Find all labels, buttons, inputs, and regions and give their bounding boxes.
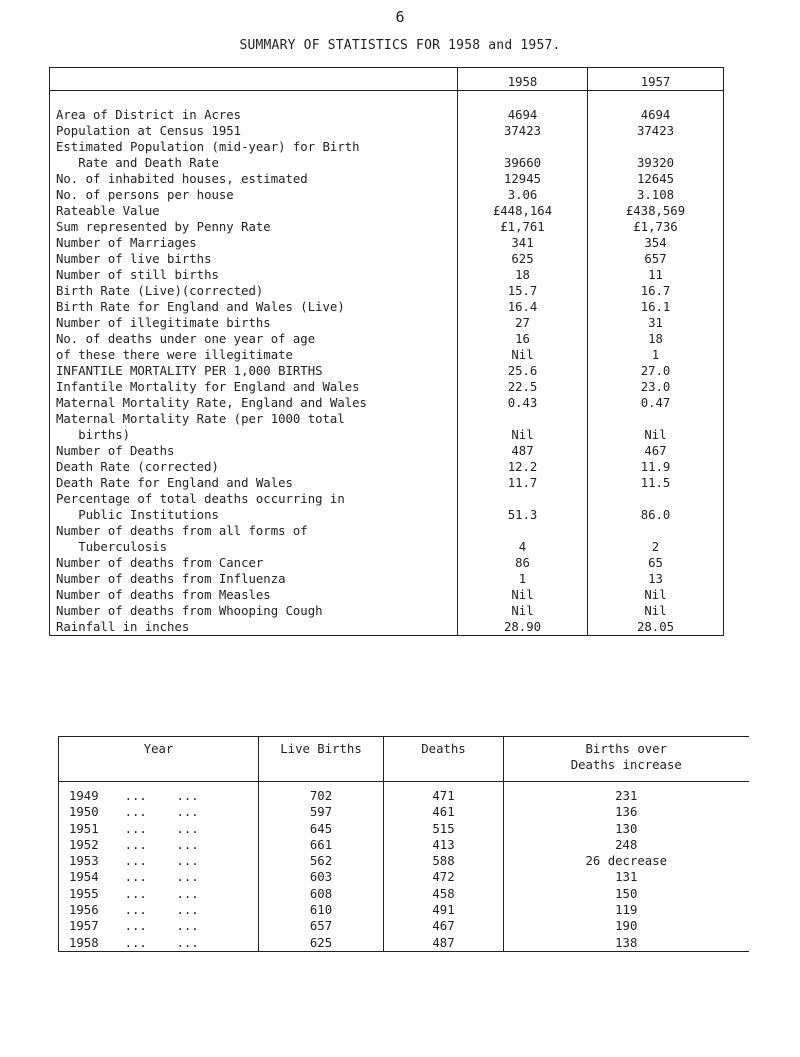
stat-value-1958: Nil bbox=[458, 587, 588, 603]
deaths-cell: 472 bbox=[384, 869, 504, 885]
stat-value-1958: £448,164 bbox=[458, 203, 588, 219]
year-row bbox=[59, 782, 749, 805]
deaths-cell: 471 bbox=[384, 782, 504, 805]
year-value: 1955 bbox=[69, 886, 99, 901]
stat-row bbox=[50, 507, 724, 523]
increase-cell: 130 bbox=[615, 821, 638, 836]
stat-label: Rate and Death Rate bbox=[50, 155, 458, 171]
year-cell bbox=[59, 782, 259, 805]
year-cell bbox=[59, 837, 259, 853]
year-value: 1949 bbox=[69, 789, 99, 803]
increase-cell: 136 bbox=[615, 805, 638, 820]
stat-label: Number of live births bbox=[50, 251, 458, 267]
stat-value-1958: 11.7 bbox=[458, 475, 588, 491]
stat-label: births) bbox=[50, 427, 458, 443]
stat-row bbox=[50, 395, 724, 411]
stat-value-1957: 16.1 bbox=[640, 300, 671, 314]
stat-row bbox=[50, 411, 724, 427]
stat-label: Number of deaths from Measles bbox=[50, 587, 458, 603]
stat-value-1957 bbox=[588, 523, 724, 539]
stat-label: Area of District in Acres bbox=[50, 107, 458, 123]
year-cell bbox=[59, 935, 259, 952]
deaths-cell: 413 bbox=[384, 837, 504, 853]
stat-label: Birth Rate (Live)(corrected) bbox=[50, 283, 458, 299]
stat-value-1958: 15.7 bbox=[458, 283, 588, 299]
year-row bbox=[59, 918, 749, 934]
year-cell bbox=[59, 821, 259, 837]
year-cell bbox=[59, 918, 259, 934]
stat-row bbox=[50, 603, 724, 619]
header-births-over-line1: Births over bbox=[585, 742, 667, 756]
year-row bbox=[59, 935, 749, 952]
year-value: 1958 bbox=[69, 935, 99, 950]
year-body bbox=[59, 782, 749, 952]
stat-label: Number of deaths from Influenza bbox=[50, 571, 458, 587]
stat-value-1958: Nil bbox=[458, 427, 588, 443]
stat-label: Rainfall in inches bbox=[50, 619, 458, 636]
live-births-cell: 603 bbox=[259, 869, 384, 885]
live-births-cell: 608 bbox=[259, 886, 384, 902]
live-births-cell: 625 bbox=[259, 935, 384, 952]
stat-row bbox=[50, 299, 724, 315]
live-births-cell: 597 bbox=[259, 804, 384, 820]
stat-value-1957: 18 bbox=[648, 332, 663, 346]
stat-value-1957: 2 bbox=[651, 540, 660, 554]
stat-row bbox=[50, 491, 724, 507]
stat-value-1957: 467 bbox=[644, 444, 667, 458]
stat-value-1957: Nil bbox=[644, 428, 667, 442]
stat-row bbox=[50, 203, 724, 219]
stat-value-1958: 487 bbox=[458, 443, 588, 459]
stat-row bbox=[50, 267, 724, 283]
summary-body bbox=[50, 91, 724, 636]
year-leader-dots: ... ... bbox=[124, 903, 199, 918]
increase-cell: 150 bbox=[615, 886, 638, 901]
year-row bbox=[59, 821, 749, 837]
stat-value-1958: 1 bbox=[458, 571, 588, 587]
year-value: 1951 bbox=[69, 821, 99, 836]
stat-label: Number of deaths from all forms of bbox=[50, 523, 458, 539]
stat-value-1958: 28.90 bbox=[458, 619, 588, 636]
stat-row bbox=[50, 251, 724, 267]
stat-label: Maternal Mortality Rate (per 1000 total bbox=[50, 411, 458, 427]
year-row bbox=[59, 886, 749, 902]
increase-cell: 26 decrease bbox=[585, 854, 667, 869]
stat-row bbox=[50, 283, 724, 299]
stat-label: INFANTILE MORTALITY PER 1,000 BIRTHS bbox=[50, 363, 458, 379]
live-births-cell: 645 bbox=[259, 821, 384, 837]
stat-label: Number of still births bbox=[50, 267, 458, 283]
year-leader-dots: ... ... bbox=[124, 886, 199, 901]
year-row bbox=[59, 902, 749, 918]
stat-value-1957: 1 bbox=[651, 348, 660, 362]
stat-value-1958: 27 bbox=[458, 315, 588, 331]
year-leader-dots: ... ... bbox=[124, 821, 199, 836]
year-leader-dots: ... ... bbox=[124, 837, 199, 852]
year-leader-dots: ... ... bbox=[124, 870, 199, 885]
stat-value-1958: 625 bbox=[458, 251, 588, 267]
stat-value-1958: 16 bbox=[458, 331, 588, 347]
stat-value-1958: 12945 bbox=[458, 171, 588, 187]
stat-value-1958: 86 bbox=[458, 555, 588, 571]
stat-value-1958: 22.5 bbox=[458, 379, 588, 395]
stat-row bbox=[50, 107, 724, 123]
deaths-cell: 458 bbox=[384, 886, 504, 902]
stat-label: No. of deaths under one year of age bbox=[50, 331, 458, 347]
deaths-cell: 467 bbox=[384, 918, 504, 934]
stat-value-1958: 25.6 bbox=[458, 363, 588, 379]
stat-value-1957: 11.5 bbox=[640, 476, 671, 490]
stat-value-1958: 3.06 bbox=[458, 187, 588, 203]
stat-value-1957: 39320 bbox=[636, 156, 675, 170]
stat-row bbox=[50, 347, 724, 363]
year-cell bbox=[59, 853, 259, 869]
header-1957: 1957 bbox=[588, 68, 724, 91]
spacer-row bbox=[50, 91, 724, 108]
stat-value-1958: 4 bbox=[458, 539, 588, 555]
header-1958: 1958 bbox=[458, 68, 588, 91]
stat-value-1957: 28.05 bbox=[636, 620, 675, 634]
stat-value-1958: 16.4 bbox=[458, 299, 588, 315]
deaths-cell: 487 bbox=[384, 935, 504, 952]
stat-value-1957: 37423 bbox=[636, 124, 675, 138]
stat-value-1958: 39660 bbox=[458, 155, 588, 171]
year-value: 1952 bbox=[69, 837, 99, 852]
stat-row bbox=[50, 427, 724, 443]
stat-value-1957 bbox=[588, 491, 724, 507]
header-births-over-line2: Deaths increase bbox=[570, 758, 682, 773]
stat-value-1957: 4694 bbox=[640, 108, 671, 122]
year-row bbox=[59, 869, 749, 885]
year-leader-dots: ... ... bbox=[124, 805, 199, 820]
stat-label: Tuberculosis bbox=[50, 539, 458, 555]
live-births-cell: 657 bbox=[259, 918, 384, 934]
year-cell bbox=[59, 804, 259, 820]
year-leader-dots: ... ... bbox=[124, 854, 199, 869]
year-value: 1950 bbox=[69, 805, 99, 820]
year-cell bbox=[59, 886, 259, 902]
stat-row bbox=[50, 219, 724, 235]
stat-row bbox=[50, 171, 724, 187]
year-value: 1954 bbox=[69, 870, 99, 885]
stat-value-1957: 11 bbox=[648, 268, 663, 282]
stat-label: of these there were illegitimate bbox=[50, 347, 458, 363]
stat-label: Birth Rate for England and Wales (Live) bbox=[50, 299, 458, 315]
stat-value-1958: Nil bbox=[458, 347, 588, 363]
live-births-cell: 610 bbox=[259, 902, 384, 918]
stat-value-1957 bbox=[588, 411, 724, 427]
increase-cell: 190 bbox=[615, 919, 638, 934]
stat-value-1957: 13 bbox=[648, 572, 663, 586]
stat-label: No. of inhabited houses, estimated bbox=[50, 171, 458, 187]
stat-value-1958: 12.2 bbox=[458, 459, 588, 475]
year-value: 1953 bbox=[69, 854, 99, 869]
stat-row bbox=[50, 539, 724, 555]
stat-value-1958 bbox=[458, 523, 588, 539]
increase-cell: 248 bbox=[615, 837, 638, 852]
increase-cell: 119 bbox=[615, 903, 638, 918]
stat-row bbox=[50, 443, 724, 459]
stat-row bbox=[50, 523, 724, 539]
summary-statistics-table bbox=[49, 67, 724, 636]
year-row bbox=[59, 804, 749, 820]
stat-value-1957 bbox=[588, 139, 724, 155]
year-cell bbox=[59, 869, 259, 885]
stat-row bbox=[50, 459, 724, 475]
stat-value-1957: £1,736 bbox=[633, 220, 678, 234]
year-row bbox=[59, 837, 749, 853]
year-leader-dots: ... ... bbox=[124, 919, 199, 934]
stat-row bbox=[50, 475, 724, 491]
year-header-row bbox=[59, 737, 749, 782]
page-title: SUMMARY OF STATISTICS FOR 1958 and 1957. bbox=[239, 38, 561, 53]
deaths-cell: 491 bbox=[384, 902, 504, 918]
stat-row bbox=[50, 587, 724, 603]
stat-value-1958 bbox=[458, 411, 588, 427]
stat-value-1957: 86.0 bbox=[640, 508, 671, 522]
stat-label: Percentage of total deaths occurring in bbox=[50, 491, 458, 507]
stat-label: Maternal Mortality Rate, England and Wales bbox=[50, 395, 458, 411]
stat-row bbox=[50, 619, 724, 636]
stat-value-1957: Nil bbox=[644, 588, 667, 602]
header-deaths: Deaths bbox=[384, 737, 504, 782]
stat-value-1957: £438,569 bbox=[625, 204, 686, 218]
stat-label: Number of illegitimate births bbox=[50, 315, 458, 331]
year-row bbox=[59, 853, 749, 869]
stat-row bbox=[50, 315, 724, 331]
year-value: 1957 bbox=[69, 919, 99, 934]
year-cell bbox=[59, 902, 259, 918]
stat-value-1957: 31 bbox=[648, 316, 663, 330]
stat-label: Number of deaths from Cancer bbox=[50, 555, 458, 571]
stat-value-1958: £1,761 bbox=[458, 219, 588, 235]
stat-label: Number of Marriages bbox=[50, 235, 458, 251]
stat-row bbox=[50, 571, 724, 587]
deaths-cell: 461 bbox=[384, 804, 504, 820]
stat-label: Number of Deaths bbox=[50, 443, 458, 459]
live-births-cell: 562 bbox=[259, 853, 384, 869]
stat-value-1957: 27.0 bbox=[640, 364, 671, 378]
stat-value-1957: 657 bbox=[644, 252, 667, 266]
stat-value-1958: 37423 bbox=[458, 123, 588, 139]
increase-cell: 131 bbox=[615, 870, 638, 885]
stat-value-1957: 65 bbox=[648, 556, 663, 570]
stat-label: Rateable Value bbox=[50, 203, 458, 219]
stat-label: No. of persons per house bbox=[50, 187, 458, 203]
stat-label: Infantile Mortality for England and Wales bbox=[50, 379, 458, 395]
stat-value-1957: 3.108 bbox=[636, 188, 675, 202]
summary-header-row bbox=[50, 68, 724, 91]
stat-label: Population at Census 1951 bbox=[50, 123, 458, 139]
stat-value-1957: 0.47 bbox=[640, 396, 671, 410]
increase-cell: 138 bbox=[615, 935, 638, 950]
stat-value-1958: 51.3 bbox=[458, 507, 588, 523]
stat-value-1957: 23.0 bbox=[640, 380, 671, 394]
stat-label: Sum represented by Penny Rate bbox=[50, 219, 458, 235]
year-value: 1956 bbox=[69, 903, 99, 918]
stat-value-1958: 18 bbox=[458, 267, 588, 283]
stat-row bbox=[50, 363, 724, 379]
stat-label: Number of deaths from Whooping Cough bbox=[50, 603, 458, 619]
yearly-births-deaths-table bbox=[58, 736, 749, 952]
stat-row bbox=[50, 235, 724, 251]
stat-label: Death Rate for England and Wales bbox=[50, 475, 458, 491]
header-births-over-deaths bbox=[504, 737, 749, 782]
stat-row bbox=[50, 139, 724, 155]
increase-cell: 231 bbox=[615, 789, 638, 803]
stat-value-1957: 12645 bbox=[636, 172, 675, 186]
year-leader-dots: ... ... bbox=[124, 935, 199, 950]
stat-value-1958: Nil bbox=[458, 603, 588, 619]
stat-value-1958: 341 bbox=[458, 235, 588, 251]
live-births-cell: 661 bbox=[259, 837, 384, 853]
stat-row bbox=[50, 555, 724, 571]
stat-value-1958 bbox=[458, 139, 588, 155]
stat-label: Death Rate (corrected) bbox=[50, 459, 458, 475]
header-year: Year bbox=[59, 737, 259, 782]
stat-value-1957: Nil bbox=[644, 604, 667, 618]
live-births-cell: 702 bbox=[259, 782, 384, 805]
header-blank bbox=[50, 68, 458, 91]
stat-value-1957: 16.7 bbox=[640, 284, 671, 298]
stat-row bbox=[50, 379, 724, 395]
stat-label: Estimated Population (mid-year) for Birth bbox=[50, 139, 458, 155]
deaths-cell: 588 bbox=[384, 853, 504, 869]
stat-value-1958 bbox=[458, 491, 588, 507]
stat-label: Public Institutions bbox=[50, 507, 458, 523]
stat-value-1958: 0.43 bbox=[458, 395, 588, 411]
year-leader-dots: ... ... bbox=[124, 789, 199, 803]
deaths-cell: 515 bbox=[384, 821, 504, 837]
stat-row bbox=[50, 155, 724, 171]
stat-row bbox=[50, 187, 724, 203]
stat-row bbox=[50, 123, 724, 139]
stat-value-1957: 11.9 bbox=[640, 460, 671, 474]
stat-row bbox=[50, 331, 724, 347]
stat-value-1958: 4694 bbox=[458, 107, 588, 123]
header-live-births: Live Births bbox=[259, 737, 384, 782]
page-number: 6 bbox=[395, 8, 405, 26]
stat-value-1957: 354 bbox=[644, 236, 667, 250]
